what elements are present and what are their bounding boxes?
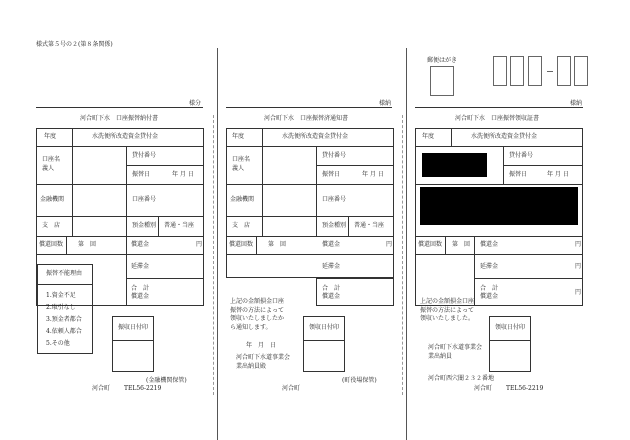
bank-label: 金融機関 xyxy=(40,196,65,203)
postal-code-box xyxy=(574,56,588,86)
total-label: 合 計 償還金 xyxy=(480,285,499,301)
repay-amount-label: 償還金 xyxy=(322,241,341,248)
total-label: 合 計 償還金 xyxy=(131,285,150,301)
issuer: 河合町下水道事業会 業出納員 xyxy=(428,344,483,360)
address: 河合町西穴闇２３２番地 xyxy=(428,375,495,382)
transfer-date-value: 年 月 日 xyxy=(547,171,569,178)
branch-label: 支 店 xyxy=(42,222,61,229)
corner-label: 様納 xyxy=(379,100,392,107)
account-number-label: 口座番号 xyxy=(132,196,157,203)
stamp-area xyxy=(430,66,454,96)
installment-value: 第 回 xyxy=(268,241,287,248)
failure-reason: 5.その他 xyxy=(46,340,70,347)
postal-code-box xyxy=(557,56,571,86)
account-holder-label: 口座名 義人 xyxy=(42,156,61,172)
postal-code-box xyxy=(510,56,524,86)
fee-name: 水洗便所改造資金貸付金 xyxy=(282,133,349,140)
yen-unit: 円 xyxy=(575,241,582,248)
redacted-block xyxy=(420,187,578,225)
postal-hyphen xyxy=(547,71,553,72)
deposit-type-label: 預金種別 xyxy=(322,222,347,229)
installment-value: 第 回 xyxy=(78,241,97,248)
form-table xyxy=(226,128,394,278)
keep-note: (町役場保管) xyxy=(342,377,377,384)
yen-unit: 円 xyxy=(196,241,203,248)
installment-label: 償還回数 xyxy=(229,241,254,248)
panel-separator-right xyxy=(406,48,407,440)
stamp-label: 領収日付印 xyxy=(309,324,340,331)
footer-tel: TEL56-2219 xyxy=(506,385,544,392)
corner-label: 様納 xyxy=(570,100,583,107)
deposit-type-value: 普通・当座 xyxy=(164,222,195,229)
year-label: 年度 xyxy=(44,133,57,140)
stamp-label: 振収日付印 xyxy=(118,324,149,331)
transfer-date-value: 年 月 日 xyxy=(172,171,194,178)
footer-tel: TEL56-2219 xyxy=(124,385,162,392)
notice-text: 上記の金額損金口座 振替の方法によって 領収いたしましたか ら通知します。 xyxy=(230,298,285,332)
redacted-block xyxy=(422,153,487,177)
failure-reason: 3.預金者都合 xyxy=(46,316,82,323)
failure-reason: 1.資金不足 xyxy=(46,292,76,299)
deposit-type-label: 預金種別 xyxy=(132,222,157,229)
account-holder-label: 口座名 義人 xyxy=(232,156,251,172)
keep-note: (金融機関保管) xyxy=(146,377,187,384)
account-number-label: 口座番号 xyxy=(322,196,347,203)
fee-name: 水洗便所改造資金貸付金 xyxy=(92,133,159,140)
footer-town: 河合町 xyxy=(92,385,111,392)
loan-number-label: 貸付番号 xyxy=(509,152,534,159)
late-fee-label: 延滞金 xyxy=(322,263,341,270)
loan-number-label: 貸付番号 xyxy=(132,152,157,159)
bank-label: 金融機関 xyxy=(230,196,255,203)
form-title: 河合町下水 口座振替領収証書 xyxy=(455,115,540,122)
repay-amount-label: 償還金 xyxy=(131,241,150,248)
installment-label: 償還回数 xyxy=(39,241,64,248)
deposit-type-value: 普通・当座 xyxy=(354,222,385,229)
perforation-line xyxy=(213,115,214,395)
fee-name: 水洗便所改造資金貸付金 xyxy=(471,133,538,140)
installment-value: 第 回 xyxy=(452,241,471,248)
form-title: 河合町下水 口座振替納付書 xyxy=(80,115,159,122)
footer-town: 河合町 xyxy=(282,385,301,392)
corner-rule xyxy=(226,107,392,108)
failure-title: 振替不能理由 xyxy=(46,270,83,277)
failure-reason: 4.依頼人都合 xyxy=(46,328,82,335)
late-fee-label: 延滞金 xyxy=(480,263,499,270)
perforation-line xyxy=(402,115,403,395)
yen-unit: 円 xyxy=(386,241,393,248)
form-title: 河合町下水 口座振替済通知書 xyxy=(264,115,349,122)
branch-label: 支 店 xyxy=(232,222,251,229)
transfer-date-label: 振替日 xyxy=(322,171,341,178)
stamp-label: 領収日付印 xyxy=(495,324,526,331)
issuer: 河合町下水道事業会 業出納員殿 xyxy=(236,354,291,370)
yen-unit: 円 xyxy=(575,263,582,270)
footer-town: 河合町 xyxy=(474,385,493,392)
yen-unit: 円 xyxy=(575,289,582,296)
repay-amount-label: 償還金 xyxy=(480,241,499,248)
corner-label: 様分 xyxy=(189,100,202,107)
postcard-label: 郵便はがき xyxy=(427,57,458,64)
year-label: 年度 xyxy=(422,133,435,140)
date-line: 年 月 日 xyxy=(246,342,277,349)
loan-number-label: 貸付番号 xyxy=(322,152,347,159)
corner-rule xyxy=(36,107,203,108)
failure-reason: 2.取引なし xyxy=(46,304,76,311)
total-label: 合 計 償還金 xyxy=(322,285,341,301)
form-number: 様式第５号の２(第８条関係) xyxy=(36,41,113,48)
notice-text: 上記の金額損金口座 振替の方法によって 領収いたしました。 xyxy=(420,298,475,323)
postal-code-box xyxy=(528,56,542,86)
postal-code-box xyxy=(493,56,507,86)
transfer-date-label: 振替日 xyxy=(509,171,528,178)
transfer-date-label: 振替日 xyxy=(132,171,151,178)
corner-rule xyxy=(415,107,583,108)
year-label: 年度 xyxy=(232,133,245,140)
late-fee-label: 延滞金 xyxy=(131,263,150,270)
transfer-date-value: 年 月 日 xyxy=(362,171,384,178)
installment-label: 償還回数 xyxy=(418,241,443,248)
panel-separator-left xyxy=(217,48,218,440)
